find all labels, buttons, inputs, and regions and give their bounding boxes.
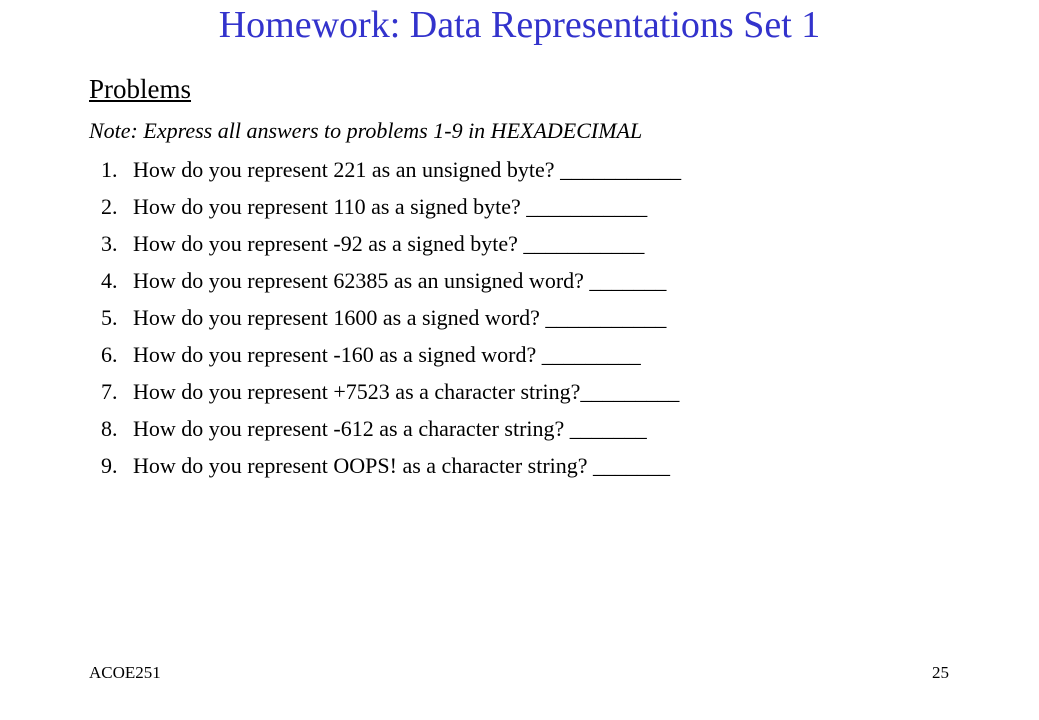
problem-number: 4. [101,268,118,293]
problem-number: 5. [101,305,118,330]
problem-text: How do you represent 62385 as an unsigned word? _______ [133,268,667,293]
problem-item [101,304,681,341]
problem-item [101,415,681,452]
problem-item [101,341,681,378]
problem-item [101,452,681,489]
problem-text: How do you represent 1600 as a signed word? ___________ [133,305,667,330]
problem-list [101,156,681,489]
page-number: 25 [932,663,949,682]
problem-text: How do you represent -92 as a signed byte? ___________ [133,231,645,256]
problem-text: How do you represent +7523 as a character string?_________ [133,379,680,404]
problem-number: 7. [101,379,118,404]
problem-item [101,267,681,304]
problem-number: 9. [101,453,118,478]
problem-item [101,378,681,415]
problem-text: How do you represent 221 as an unsigned byte? ___________ [133,157,682,182]
problem-item [101,230,681,267]
problem-number: 8. [101,416,118,441]
instruction-note: Note: Express all answers to problems 1-9 in HEXADECIMAL [89,118,643,143]
problem-number: 2. [101,194,118,219]
problem-text: How do you represent 110 as a signed byte? ___________ [133,194,648,219]
section-heading: Problems [89,74,192,104]
problem-number: 6. [101,342,118,367]
problem-text: How do you represent OOPS! as a character string? _______ [133,453,671,478]
problem-text: How do you represent -612 as a character string? _______ [133,416,647,441]
problem-number: 3. [101,231,118,256]
problem-item [101,156,681,193]
problem-number: 1. [101,157,118,182]
problem-text: How do you represent -160 as a signed word? _________ [133,342,641,367]
course-code-footer: ACOE251 [89,663,161,682]
slide-title: Homework: Data Representations Set 1 [218,4,821,46]
problem-item [101,193,681,230]
